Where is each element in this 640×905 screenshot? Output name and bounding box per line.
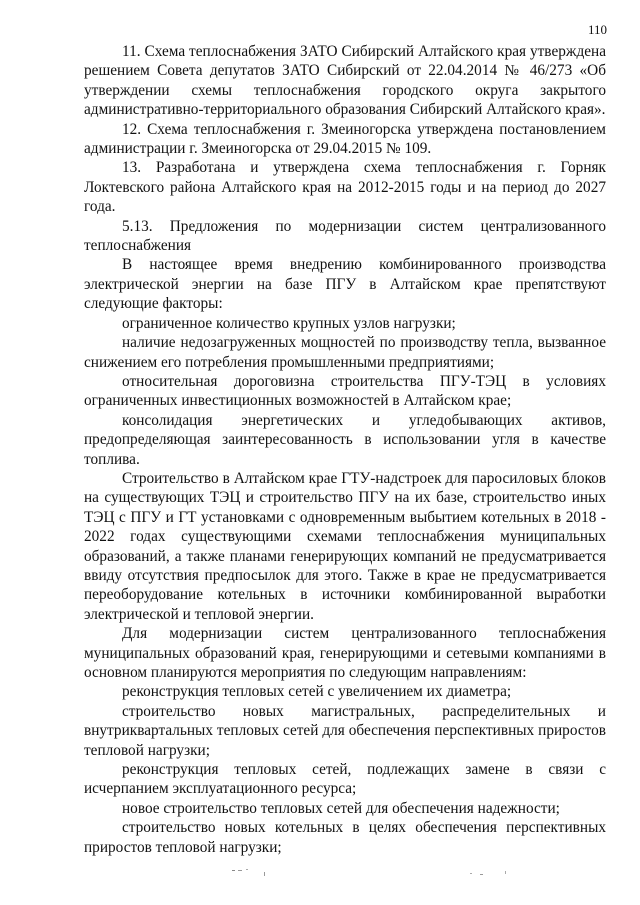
- list-item-measure: строительство новых магистральных, распределительных и внутриквартальных тепловых сетей для обеспечения перспективных приростов тепловой нагрузки;: [84, 702, 606, 759]
- list-item-factor: наличие недозагруженных мощностей по производству тепла, вызванное снижением его потребления промышленными предприятиями;: [84, 334, 606, 371]
- paragraph-modernization: Для модернизации систем централизованного теплоснабжения муниципальных образований края, генерирующими и сетевыми компаниями в основном планируются мероприятия по следующим направлениям:: [84, 625, 606, 681]
- paragraph-item-13: 13. Разработана и утверждена схема теплоснабжения г. Горняк Локтевского района Алтайского края на 2012-2015 годы и на период до 2027 года.: [84, 159, 606, 216]
- paragraph-construction: Строительство в Алтайском крае ГТУ-надстроек для паросиловых блоков на существующих ТЭЦ и строительство ПГУ на их базе, строительство иных ТЭЦ с ПГУ и ГТ установками с одновременным выбытием котельных в 2018 - 2022 годах существующими схемами теплоснабжения муниципальных образований, а также планами генерирующих компаний не предусматривается ввиду отсутствия предпосылок для этого. Также в крае не предусматривается переоборудование котельных в источники комбинированной выработки электрической и тепловой энергии.: [84, 469, 606, 623]
- document-body: [84, 42, 606, 857]
- paragraph-item-12: 12. Схема теплоснабжения г. Змеиногорска утверждена постановлением администрации г. Змеиногорска от 29.04.2015 № 109.: [84, 120, 606, 158]
- list-item-measure: строительство новых котельных в целях обеспечения перспективных приростов тепловой нагрузки;: [84, 819, 606, 856]
- paragraph-intro-factors: В настоящее время внедрению комбинированного производства электрической энергии на базе ПГУ в Алтайском крае препятствуют следующие факторы:: [84, 256, 606, 313]
- list-item-measure: реконструкция тепловых сетей, подлежащих замене в связи с исчерпанием эксплуатационного ресурса;: [84, 761, 606, 798]
- page-number: 110: [587, 22, 607, 37]
- list-item-factor: консолидация энергетических и угледобывающих активов, предопределяющая заинтересованность в использовании угля в качестве топлива.: [84, 411, 606, 468]
- list-item-measure: новое строительство тепловых сетей для обеспечения надежности;: [122, 799, 560, 817]
- paragraph-item-11: 11. Схема теплоснабжения ЗАТО Сибирский Алтайского края утверждена решением Совета депутатов ЗАТО Сибирский от 22.04.2014 № 46/273 «Об утверждении схемы теплоснабжения городского округа закрытого административно-территориального образования Сибирский Алтайского края».: [84, 43, 606, 119]
- scan-noise: [0, 866, 640, 878]
- list-item-factor: относительная дороговизна строительства ПГУ-ТЭЦ в условиях ограниченных инвестиционных возможностей в Алтайском крае;: [84, 372, 606, 410]
- list-item-factor: ограниченное количество крупных узлов нагрузки;: [122, 314, 456, 332]
- section-heading-5-13: 5.13. Предложения по модернизации систем централизованного теплоснабжения: [84, 217, 606, 255]
- list-item-measure: реконструкция тепловых сетей с увеличением их диаметра;: [122, 683, 512, 701]
